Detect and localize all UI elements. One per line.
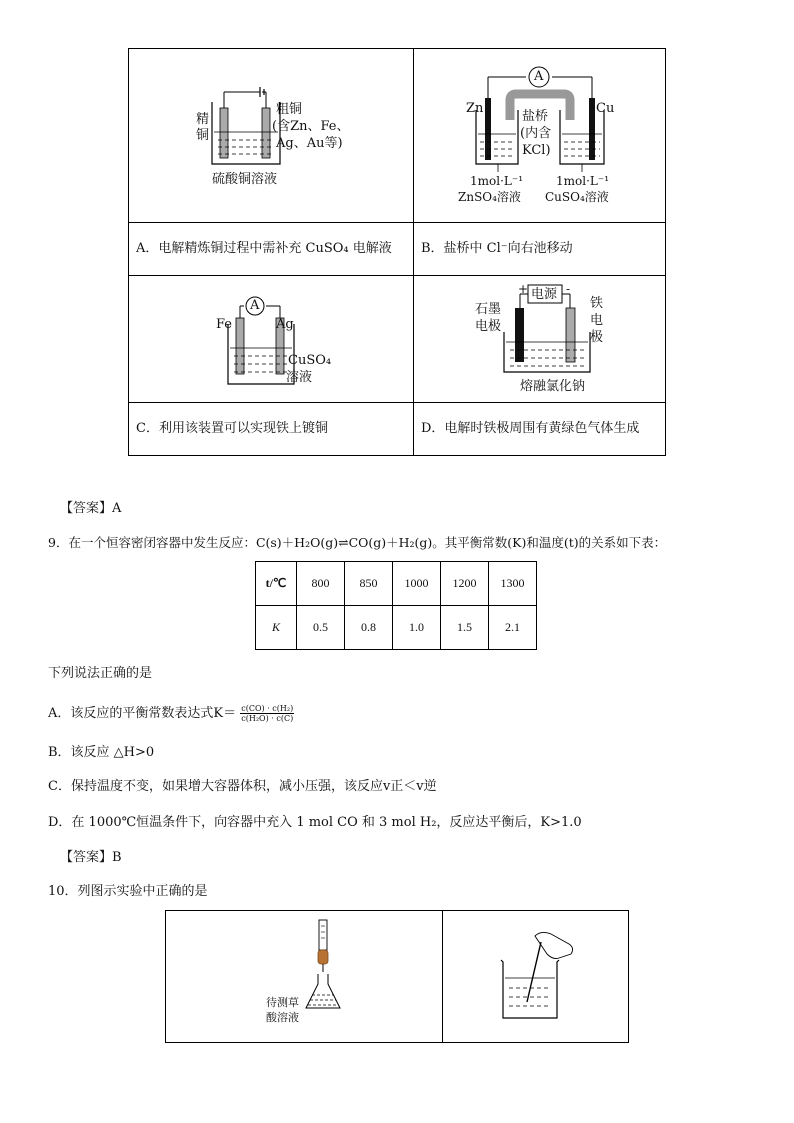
fig-c-solution-2: 溶液 [286,370,313,385]
fig-b-bridge-2: (内含 [520,126,552,141]
equilibrium-fraction [240,704,294,723]
fig-b-cu-label: Cu [596,101,615,116]
grid-divider [128,402,666,403]
q8-option-c[interactable]: C．利用该装置可以实现铁上镀铜 [136,421,328,436]
fig-c-solution-1: CuSO₄ [288,353,332,368]
figure-beaker-stirring [495,930,585,1025]
q9-option-a[interactable] [48,704,294,723]
fig-d-power-label: 电源 [531,287,558,302]
table-cell: 0.8 [345,606,393,650]
grid-divider [413,48,414,456]
fig-c-fe-label: Fe [216,317,233,332]
fig-d-left-label-2: 电极 [475,319,502,334]
q8-option-b[interactable]: B．盐桥中 Cl⁻向右池移动 [421,241,573,256]
fig-b-bridge-3: KCl) [522,143,551,158]
fig-10-1-label-1: 待测草 [266,996,299,1009]
table-cell: t/℃ [256,562,297,606]
q8-option-d[interactable]: D．电解时铁极周围有黄绿色气体生成 [421,421,640,436]
fig-b-bridge-1: 盐桥 [522,109,549,124]
table-cell: 850 [345,562,393,606]
table-row [256,562,537,606]
fig-d-solution-label: 熔融氯化钠 [520,379,586,394]
figure-titration-flask [300,918,380,1030]
fig-10-1-label-2: 酸溶液 [266,1011,299,1024]
fig-a-right-label-1: 粗铜 [276,102,303,117]
table-cell: 1.0 [393,606,441,650]
fig-b-left-conc: 1mol·L⁻¹ [470,174,524,188]
fig-d-right-label-2: 电 [590,313,604,328]
q9-option-a-prefix: A．该反应的平衡常数表达式K＝ [48,706,237,721]
table-cell: 800 [297,562,345,606]
fig-b-right-conc: 1mol·L⁻¹ [556,174,610,188]
table-row [256,606,537,650]
q8-option-a[interactable]: A．电解精炼铜过程中需补充 CuSO₄ 电解液 [136,241,392,256]
q9-k-table [255,561,537,650]
q9-option-c[interactable]: C．保持温度不变，如果增大容器体积，减小压强，该反应v正＜v逆 [48,779,437,794]
fig-b-right-sol: CuSO₄溶液 [545,190,609,204]
grid-divider [442,910,443,1043]
answer-8: 【答案】A [60,501,122,516]
q9-option-d[interactable]: D．在 1000℃恒温条件下，向容器中充入 1 mol CO 和 3 mol H₂，反应达平衡后，K>1.0 [48,815,582,830]
table-cell: 1200 [441,562,489,606]
table-cell: 0.5 [297,606,345,650]
answer-9: 【答案】B [60,850,122,865]
q10-stem: 10．列图示实验中正确的是 [48,884,208,899]
table-cell: 1000 [393,562,441,606]
table-cell: 1300 [489,562,537,606]
fraction-denominator: c(H₂O) · c(C) [241,714,294,723]
fig-c-meter-label: A [250,298,260,313]
q9-option-b[interactable]: B．该反应 △H>0 [48,745,155,760]
fig-d-right-label-1: 铁 [590,296,604,311]
fig-a-right-label-3: Ag、Au等) [276,136,343,151]
table-cell: 2.1 [489,606,537,650]
fraction-numerator: c(CO) · c(H₂) [241,704,294,713]
table-cell: 1.5 [441,606,489,650]
table-cell: K [256,606,297,650]
fig-b-meter-label: A [534,69,544,84]
grid-divider [128,222,666,223]
fig-b-left-sol: ZnSO₄溶液 [458,190,521,204]
fig-c-ag-label: Ag [276,317,294,332]
fig-a-solution-label: 硫酸铜溶液 [212,172,278,187]
fig-b-zn-label: Zn [466,101,484,116]
fig-d-plus: + [518,282,529,296]
fig-a-right-label-2: (含Zn、Fe、 [272,119,350,134]
fig-d-left-label-1: 石墨 [475,302,502,317]
fig-d-minus: - [566,282,571,296]
grid-divider [128,275,666,276]
fig-d-right-label-3: 极 [590,330,604,345]
q9-prompt: 下列说法正确的是 [48,666,153,681]
q9-stem: 9．在一个恒容密闭容器中发生反应：C(s)＋H₂O(g)⇌CO(g)＋H₂(g)。其平衡常数(K)和温度(t)的关系如下表： [48,535,667,550]
fig-a-left-label: 精 铜 [196,112,210,143]
